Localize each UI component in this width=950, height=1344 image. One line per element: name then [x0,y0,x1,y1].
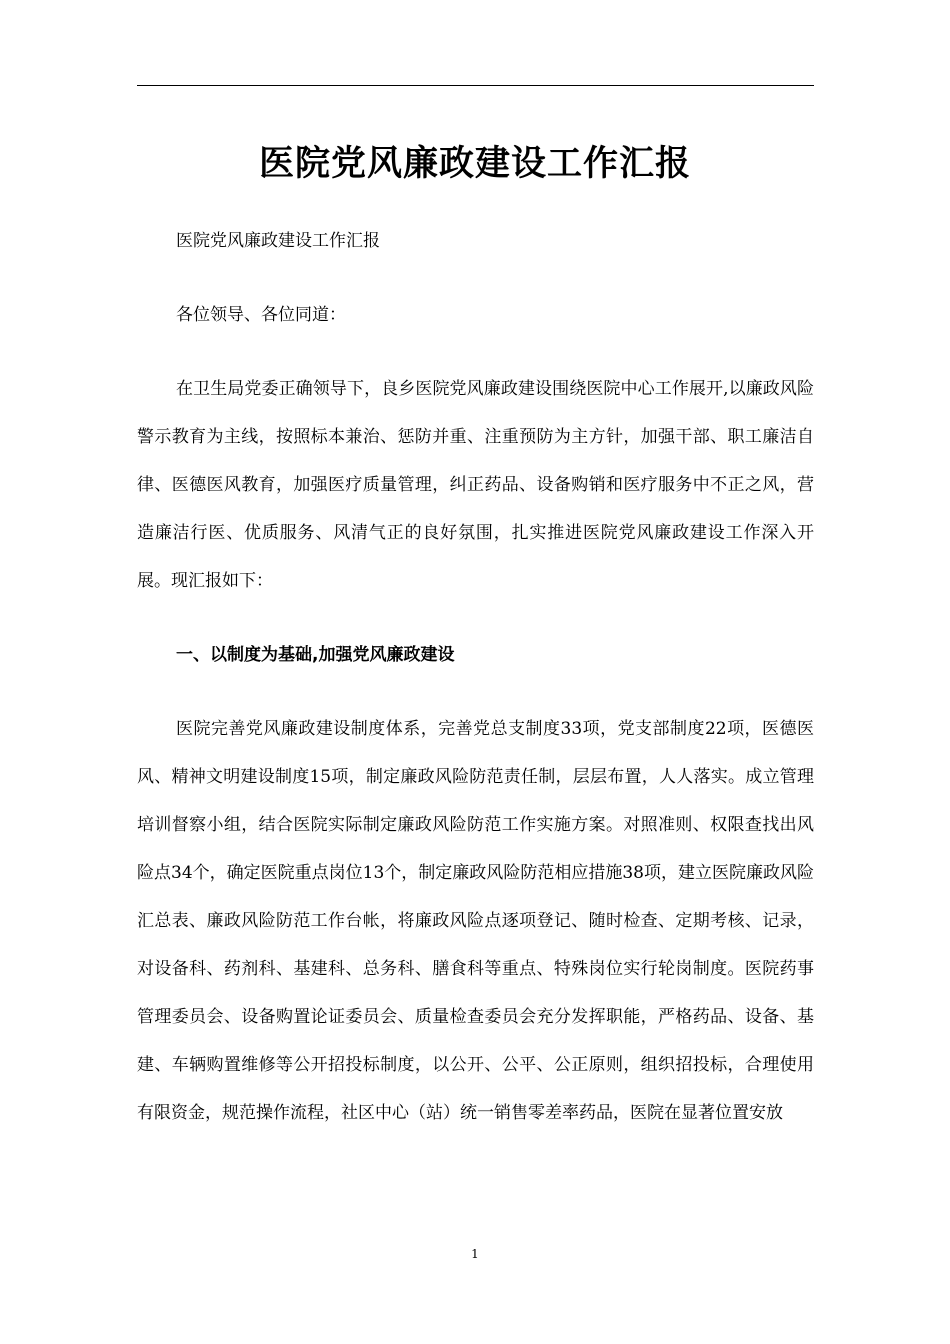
section-paragraph: 医院完善党风廉政建设制度体系，完善党总支制度33项，党支部制度22项，医德医风、精神文明建设制度15项，制定廉政风险防范责任制，层层布置，人人落实。成立管理培训督察小组，结合医院实际制定廉政风险防范工作实施方案。对照准则、权限查找出风险点34个，确定医院重点岗位13个，制定廉政风险防范相应措施38项，建立医院廉政风险汇总表、廉政风险防范工作台帐，将廉政风险点逐项登记、随时检查、定期考核、记录，对设备科、药剂科、基建科、总务科、膳食科等重点、特殊岗位实行轮岗制度。医院药事管理委员会、设备购置论证委员会、质量检查委员会充分发挥职能，严格药品、设备、基建、车辆购置维修等公开招投标制度，以公开、公平、公正原则，组织招投标，合理使用有限资金，规范操作流程，社区中心（站）统一销售零差率药品，医院在显著位置安放 [137,719,814,1123]
spacer [137,339,814,365]
spacer [137,605,814,631]
spacer [137,265,814,291]
subtitle: 医院党风廉政建设工作汇报 [176,231,380,251]
page-number: 1 [471,1247,479,1261]
header-rule [137,85,814,86]
spacer [137,679,814,705]
document-title: 医院党风廉政建设工作汇报 [258,144,691,184]
document-body [137,217,814,1137]
intro-paragraph: 在卫生局党委正确领导下，良乡医院党风廉政建设围绕医院中心工作展开,以廉政风险警示教育为主线，按照标本兼治、惩防并重、注重预防为主方针，加强干部、职工廉洁自律、医德医风教育，加强医疗质量管理，纠正药品、设备购销和医疗服务中不正之风，营造廉洁行医、优质服务、风清气正的良好氛围，扎实推进医院党风廉政建设工作深入开展。现汇报如下： [137,379,814,591]
salutation: 各位领导、各位同道： [176,305,346,325]
section-heading: 一、以制度为基础,加强党风廉政建设 [176,645,455,665]
